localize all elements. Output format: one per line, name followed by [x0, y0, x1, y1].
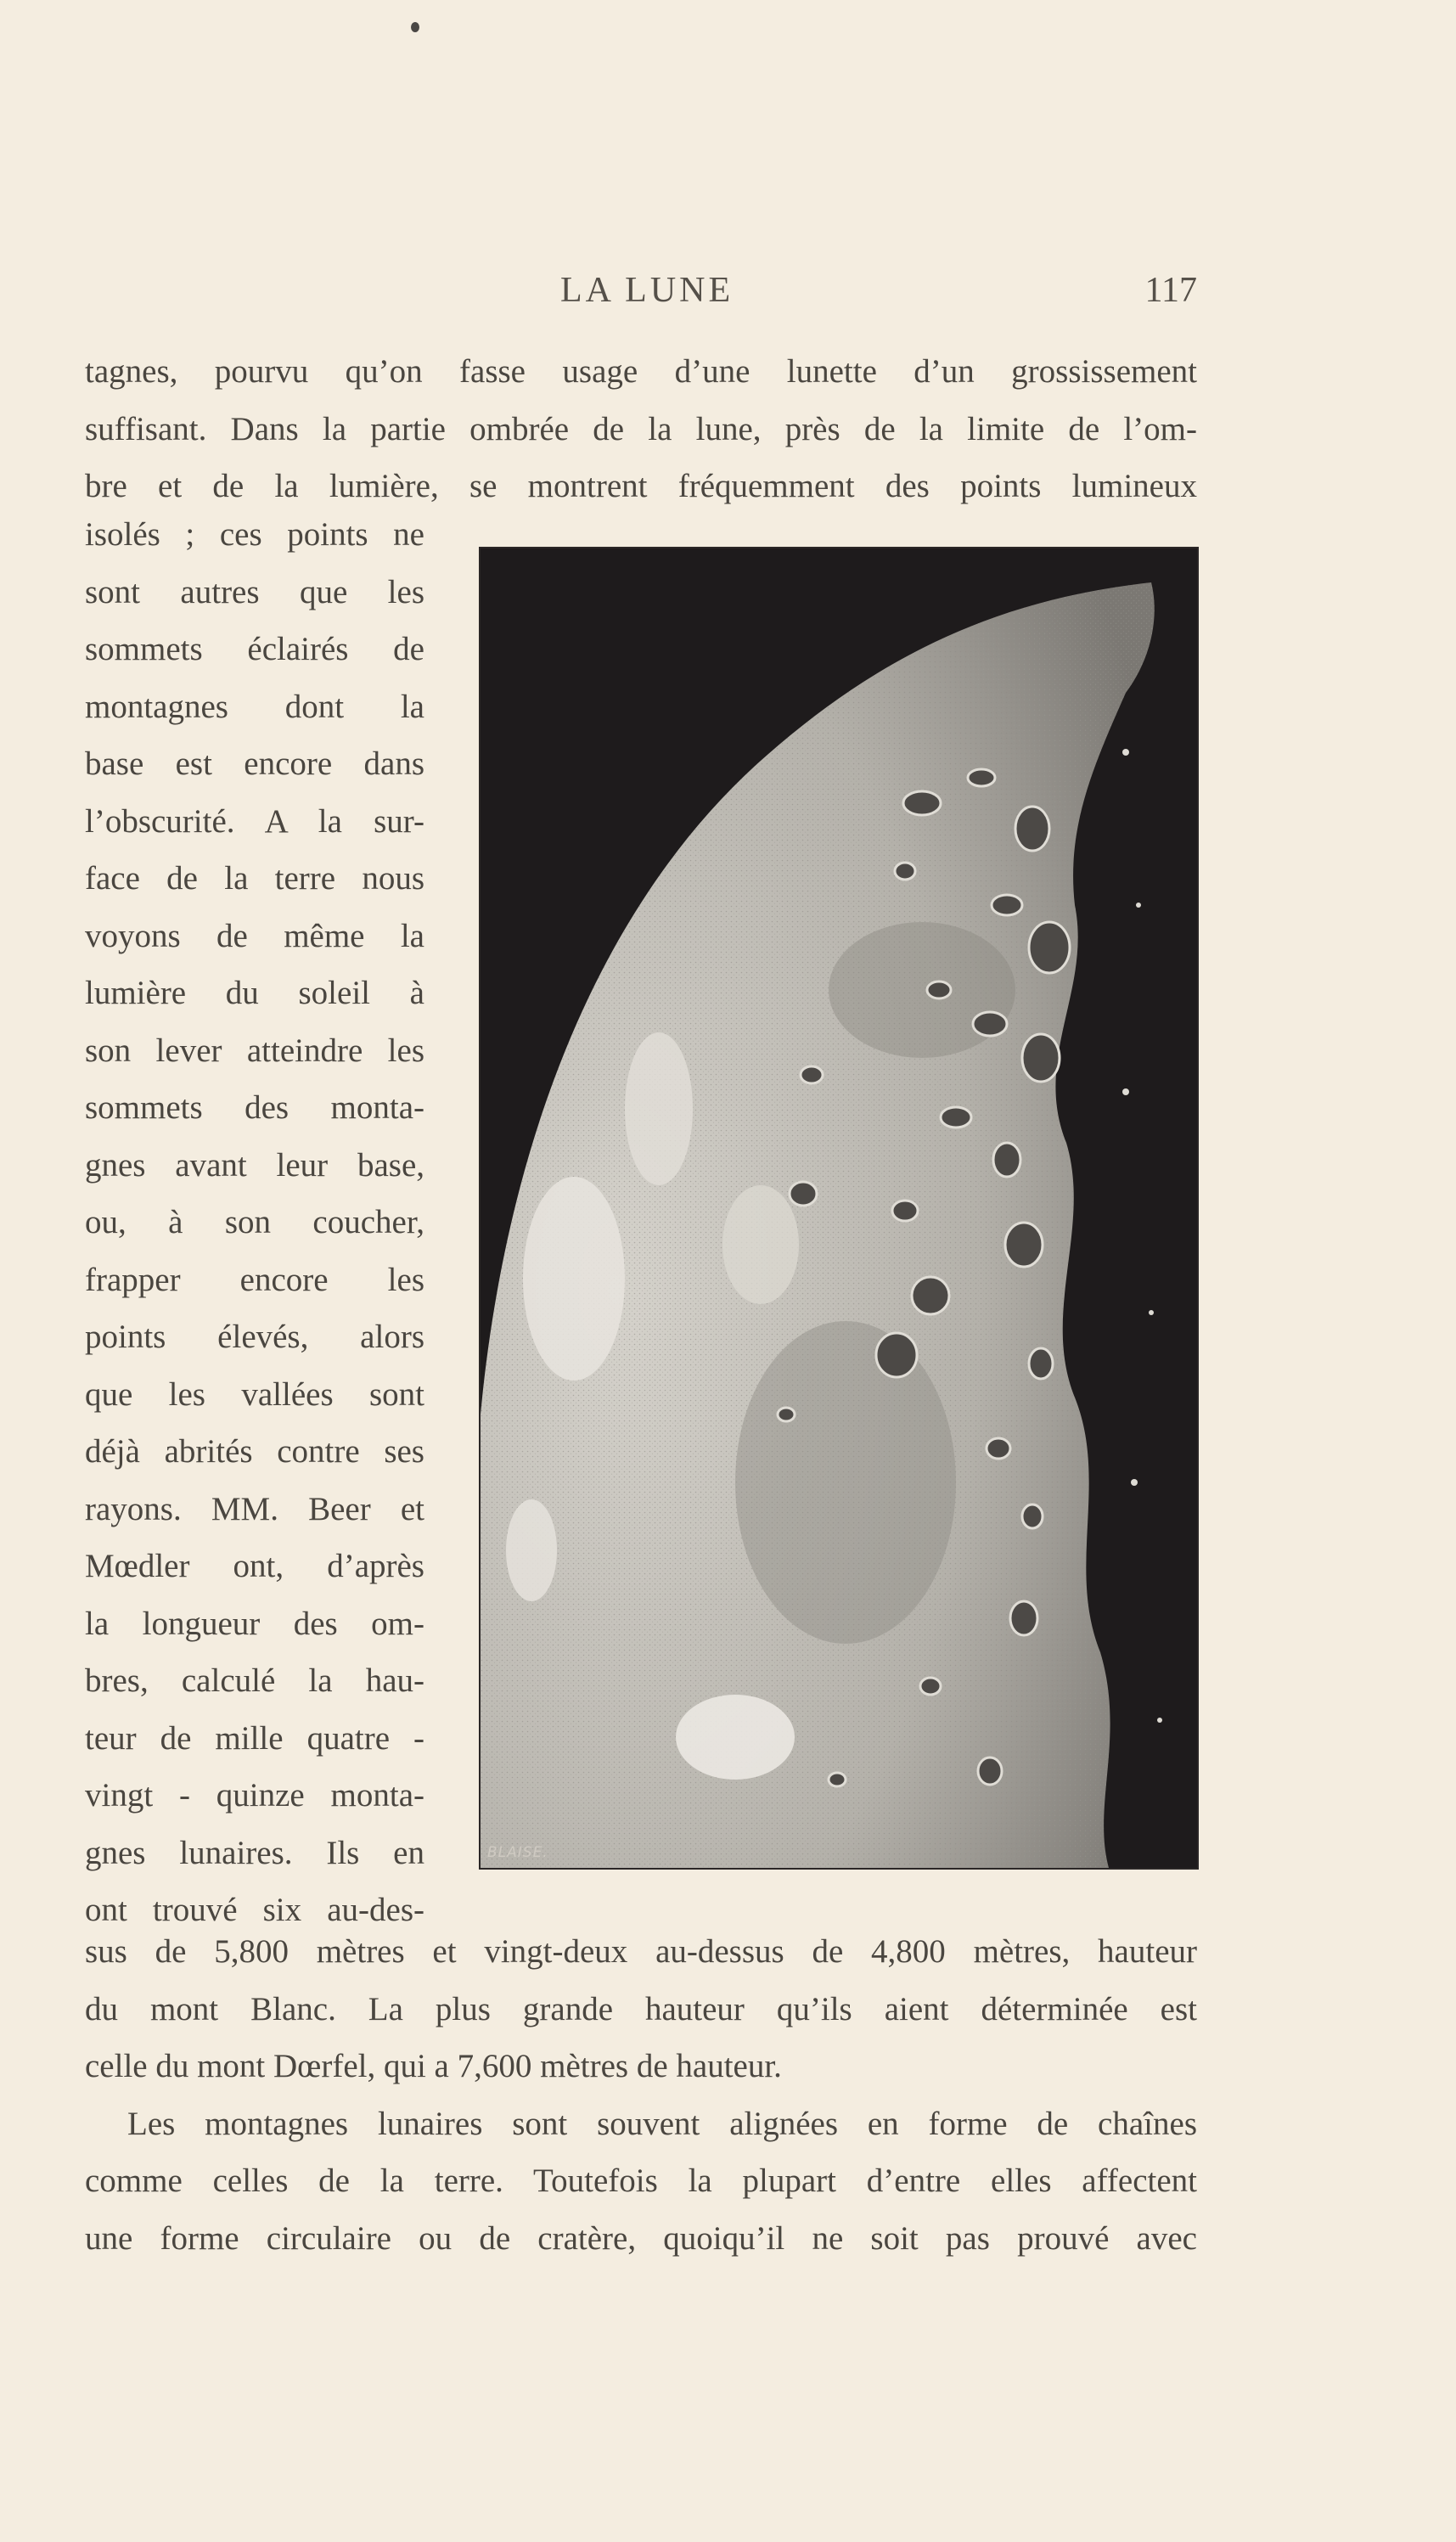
paragraph-top [85, 343, 1197, 515]
text-line: du mont Blanc. La plus grande hauteur qu’ils aient déterminée est [85, 1990, 1197, 2027]
text-line: bre et de la lumière, se montrent fréquemment des points lumineux [85, 468, 1197, 504]
moon-illustration [481, 548, 1197, 1868]
text-line: son lever atteindre les [85, 1032, 424, 1069]
text-line: déjà abrités contre ses [85, 1433, 424, 1470]
bright-region [676, 1695, 795, 1780]
text-line: que les vallées sont [85, 1375, 424, 1413]
text-line: ont trouvé six au-des- [85, 1892, 424, 1928]
ink-speck [411, 22, 419, 32]
paragraph-bottom [85, 1923, 1197, 2267]
text-line: points élevés, alors [85, 1319, 424, 1355]
text-line: celle du mont Dœrfel, qui a 7,600 mètres de hauteur. [85, 2048, 782, 2084]
text-line: base est encore dans [85, 745, 424, 782]
engraver-signature: BLAISE. [487, 1844, 548, 1861]
dark-mare [735, 1321, 956, 1644]
text-line: Les montagnes lunaires sont souvent alignées en forme de chaînes [127, 2105, 1197, 2142]
text-line: lumière du soleil à [85, 975, 424, 1011]
bright-region [506, 1499, 557, 1601]
text-line: tagnes, pourvu qu’on fasse usage d’une lunette d’un grossissement [85, 353, 1197, 390]
text-line: Mœdler ont, d’après [85, 1548, 424, 1584]
moon-engraving [481, 548, 1197, 1868]
text-line: la longueur des om- [85, 1605, 424, 1642]
bright-region [722, 1185, 799, 1304]
text-line: face de la terre nous [85, 860, 424, 897]
text-line: gnes avant leur base, [85, 1146, 424, 1184]
text-line: ou, à son coucher, [85, 1204, 424, 1240]
text-line: teur de mille quatre - [85, 1719, 424, 1757]
page-number: 117 [1144, 271, 1197, 310]
text-line: comme celles de la terre. Toutefois la plupart d’entre elles affectent [85, 2162, 1197, 2199]
dark-mare [829, 922, 1015, 1058]
text-line: suffisant. Dans la partie ombrée de la lune, près de la limite de l’om- [85, 410, 1197, 447]
lit-peaks [1122, 749, 1162, 1723]
text-line: frapper encore les [85, 1261, 424, 1298]
text-line: une forme circulaire ou de cratère, quoiqu’il ne soit pas prouvé avec [85, 2219, 1197, 2257]
bright-region [523, 1177, 625, 1381]
text-line: gnes lunaires. Ils en [85, 1834, 424, 1871]
text-line: rayons. MM. Beer et [85, 1490, 424, 1527]
text-line: l’obscurité. A la sur- [85, 802, 424, 840]
text-line: montagnes dont la [85, 688, 424, 725]
text-line: vingt - quinze monta- [85, 1777, 424, 1814]
text-line: sommets éclairés de [85, 631, 424, 667]
running-header: LA LUNE [560, 271, 734, 310]
text-line: isolés ; ces points ne [85, 516, 424, 553]
text-line: sommets des monta- [85, 1089, 424, 1126]
paragraph-wrapped-column [85, 506, 424, 1939]
text-line: bres, calculé la hau- [85, 1662, 424, 1699]
text-line: sus de 5,800 mètres et vingt-deux au-dessus de 4,800 mètres, hauteur [85, 1933, 1197, 1970]
text-line: sont autres que les [85, 573, 424, 610]
text-line: voyons de même la [85, 917, 424, 954]
bright-region [625, 1032, 693, 1185]
